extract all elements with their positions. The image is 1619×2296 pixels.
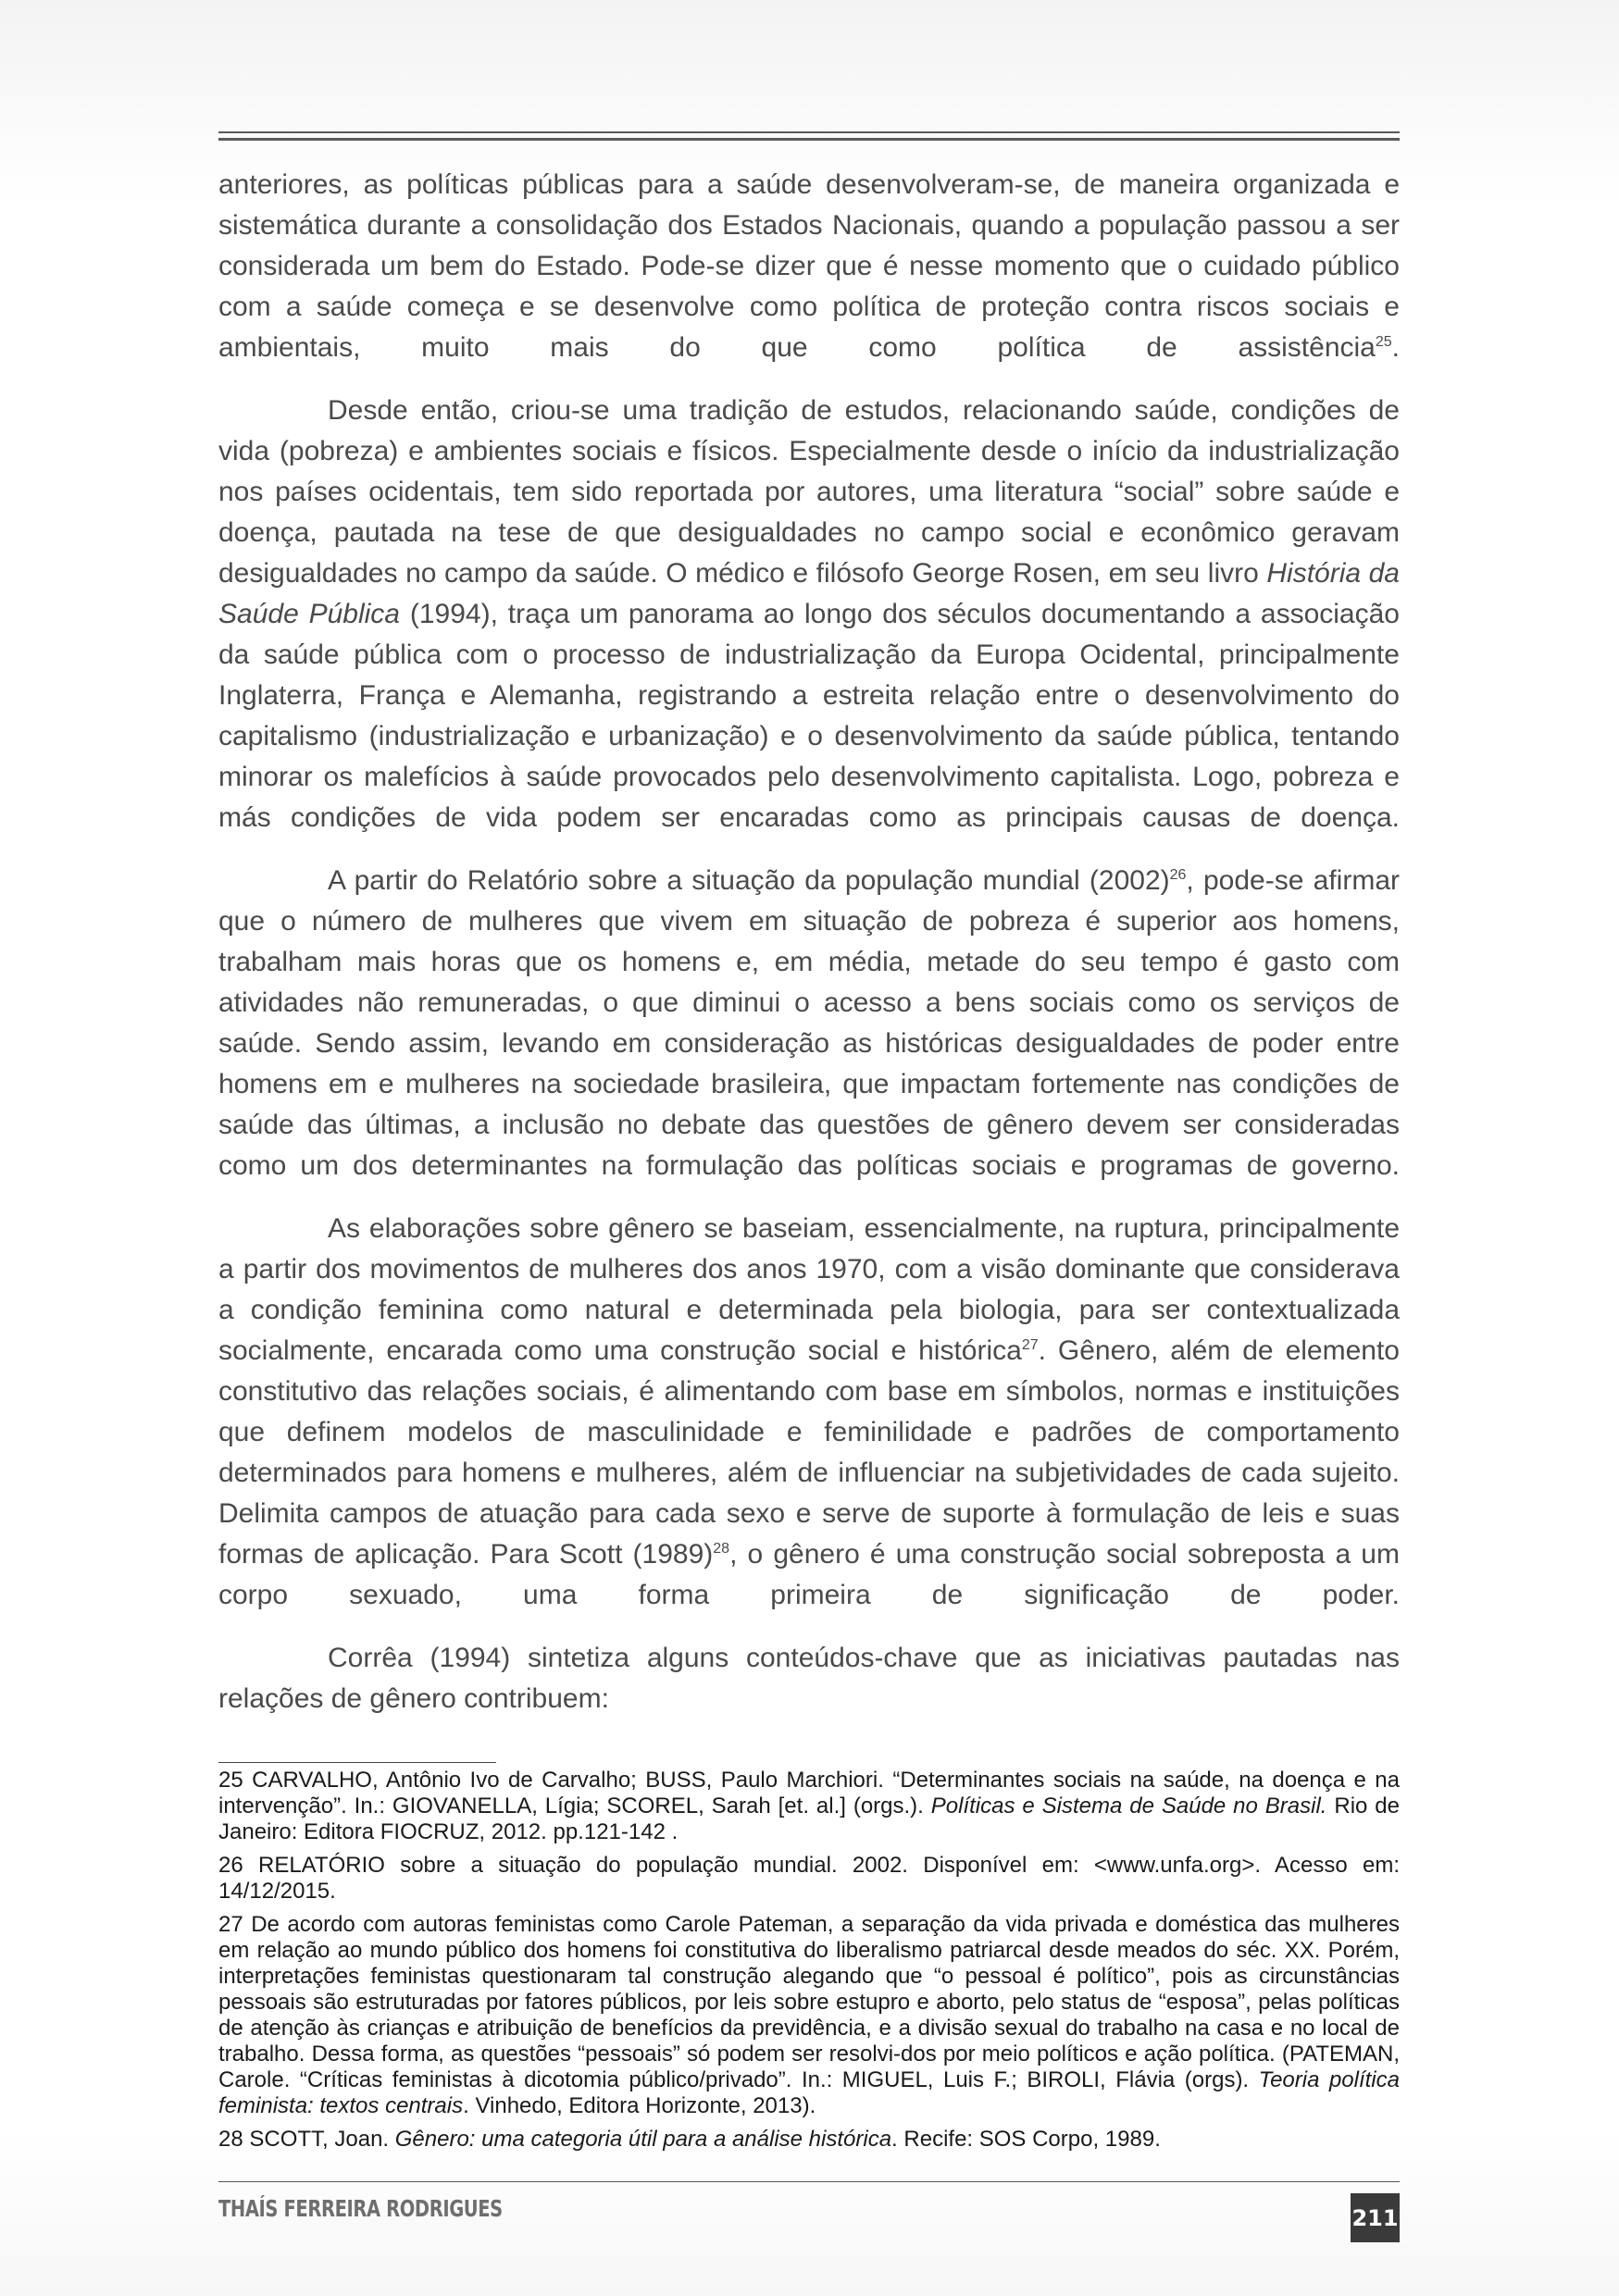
footnotes (218, 1768, 1400, 2160)
footnote-27-text-a: 27 De acordo com autoras feministas como Carole Pateman, a separação da vida privada e doméstica das mulheres em relação ao mundo público dos homens foi constitutiva do liberalismo patriarcal desde meados do séc. XX. Porém, interpretações feministas questionaram tal construção alegando que “o pessoal é político”, pois as circunstâncias pessoais são estruturadas por fatores públicos, por leis sobre estupro e aborto, pelo status de “esposa”, pelas políticas de atenção às crianças e atribuição de benefícios da previdência, e a divisão sexual do trabalho na casa e no local de trabalho. Dessa forma, as questões “pessoais” só podem ser resolvi-dos por meio políticos e ação política. (PATEMAN, Carole. “Críticas feministas à dicotomia público/privado”. In.: MIGUEL, Luis F.; BIROLI, Flávia (orgs). (218, 1912, 1400, 2092)
paragraph-1 (218, 165, 1400, 368)
footer-rule (218, 2181, 1400, 2182)
footnote-25-title: Políticas e Sistema de Saúde no Brasil. (930, 1793, 1327, 1818)
footnote-ref-27[interactable]: 27 (1021, 1337, 1039, 1353)
footnote-28-title: Gênero: uma categoria útil para a análise histórica (394, 2127, 892, 2152)
footnote-28 (218, 2127, 1400, 2153)
paragraph-5-text: Corrêa (1994) sintetiza alguns conteúdos-chave que as iniciativas pautadas nas relações de gênero contribuem: (218, 1643, 1400, 1714)
header-rule-top (218, 131, 1400, 133)
footnote-25 (218, 1768, 1400, 1845)
paragraph-4-text-b: . Gênero, além de elemento constitutivo das relações sociais, é alimentando com base em símbolos, normas e instituições que definem modelos de masculinidade e feminilidade e padrões de comportamento determinados para homens e mulheres, além de influenciar na subjetividades de cada sujeito. Delimita campos de atuação para cada sexo e serve de suporte à formulação de leis e suas formas de aplicação. Para Scott (1989) (218, 1335, 1400, 1570)
paragraph-3-text-a: A partir do Relatório sobre a situação da população mundial (2002) (328, 865, 1170, 896)
running-footer-author: THAÍS FERREIRA RODRIGUES (218, 2195, 503, 2222)
page-number: 211 (1351, 2193, 1400, 2242)
paragraph-3-text-b: , pode-se afirmar que o número de mulheres que vivem em situação de pobreza é superior aos homens, trabalham mais horas que os homens e, em média, metade do seu tempo é gasto com atividades não remuneradas, o que diminui o acesso a bens sociais como os serviços de saúde. Sendo assim, levando em consideração as históricas desigualdades de poder entre homens em e mulheres na sociedade brasileira, que impactam fortemente nas condições de saúde das últimas, a inclusão no debate das questões de gênero devem ser consideradas como um dos determinantes na formulação das políticas sociais e programas de governo. (218, 865, 1400, 1181)
footnote-ref-28[interactable]: 28 (713, 1541, 730, 1557)
footnote-separator (218, 1762, 496, 1763)
footnote-27 (218, 1912, 1400, 2119)
body-text (218, 165, 1400, 1742)
paragraph-4-text-c: , o gênero é uma construção social sobreposta a um corpo sexuado, uma forma primeira de significação de poder. (218, 1539, 1400, 1610)
footnote-26 (218, 1853, 1400, 1905)
footnote-28-text-b: . Recife: SOS Corpo, 1989. (891, 2127, 1161, 2152)
header-rule-bottom (218, 138, 1400, 141)
paragraph-2-text-b: (1994), traça um panorama ao longo dos séculos documentando a associação da saúde pública com o processo de industrialização da Europa Ocidental, principalmente Inglaterra, França e Alemanha, registrando a estreita relação entre o desenvolvimento do capitalismo (industrialização e urbanização) e o desenvolvimento da saúde pública, tentando minorar os malefícios à saúde provocados pelo desenvolvimento capitalista. Logo, pobreza e más condições de vida podem ser encaradas como as principais causas de doença. (218, 599, 1400, 833)
paragraph-5 (218, 1638, 1400, 1719)
paragraph-2-text-a: Desde então, criou-se uma tradição de estudos, relacionando saúde, condições de vida (pobreza) e ambientes sociais e físicos. Especialmente desde o início da industrialização nos países ocidentais, tem sido reportada por autores, uma literatura “social” sobre saúde e doença, pautada na tese de que desigualdades no campo social e econômico geravam desigualdades no campo da saúde. O médico e filósofo George Rosen, em seu livro (218, 395, 1400, 589)
footnote-25-text-a: 25 CARVALHO, Antônio Ivo de Carvalho; BUSS, Paulo Marchiori. “Determinantes sociais na saúde, na doença e na intervenção”. In.: GIOVANELLA, Lígia; SCOREL, Sarah [et. al.] (orgs.). (218, 1768, 1400, 1818)
paragraph-4 (218, 1209, 1400, 1616)
footnote-27-title: Teoria política feminista: textos centrais (218, 2067, 1400, 2118)
footnote-26-text: 26 RELATÓRIO sobre a situação do população mundial. 2002. Disponível em: <www.unfa.org>. Acesso em: 14/12/2015. (218, 1853, 1400, 1904)
footnote-25-text-b: Rio de Janeiro: Editora FIOCRUZ, 2012. pp.121-142 . (218, 1793, 1401, 1844)
paragraph-2 (218, 391, 1400, 838)
paragraph-4-text-a: As elaborações sobre gênero se baseiam, essencialmente, na ruptura, principalmente a partir dos movimentos de mulheres dos anos 1970, com a visão dominante que considerava a condição feminina como natural e determinada pela biologia, para ser contextualizada socialmente, encarada como uma construção social e histórica (218, 1213, 1400, 1366)
footnote-ref-26[interactable]: 26 (1169, 867, 1187, 883)
footnote-ref-25[interactable]: 25 (1375, 334, 1392, 350)
paragraph-3 (218, 861, 1400, 1186)
footnote-27-text-b: . Vinhedo, Editora Horizonte, 2013). (463, 2093, 816, 2118)
book-title: História da Saúde Pública (218, 558, 1400, 629)
footnote-28-text-a: 28 SCOTT, Joan. (218, 2127, 395, 2152)
paragraph-1-text: anteriores, as políticas públicas para a saúde desenvolveram-se, de maneira organizada e sistemática durante a consolidação dos Estados Nacionais, quando a população passou a ser considerada um bem do Estado. Pode-se dizer que é nesse momento que o cuidado público com a saúde começa e se desenvolve como política de proteção contra riscos sociais e ambientais, muito mais do que como política de assistência (218, 169, 1400, 363)
paragraph-1-end: . (1391, 332, 1400, 363)
